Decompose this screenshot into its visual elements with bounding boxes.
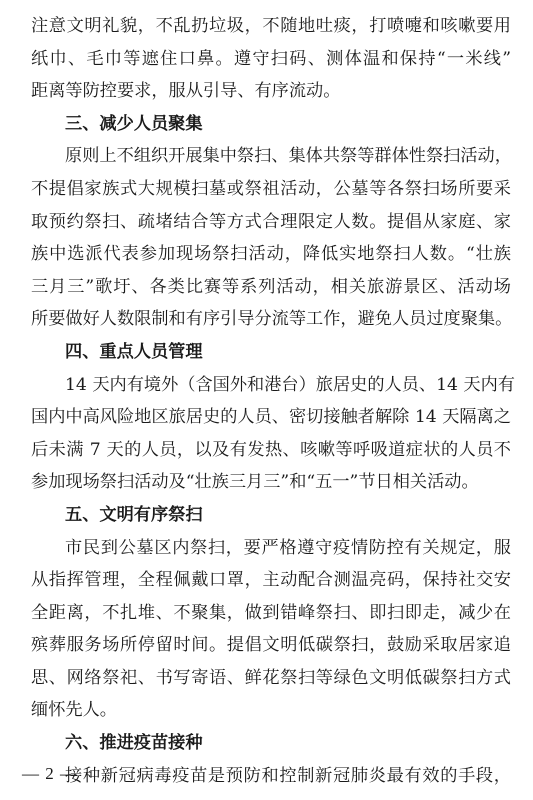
section-orderly-tomb-sweeping <box>31 499 511 727</box>
section-key-personnel <box>31 336 515 499</box>
text-line: 纸巾、毛巾等遮住口鼻。遵守扫码、测体温和保持“一米线” <box>31 48 511 69</box>
text-line: 注意文明礼貌，不乱扔垃圾，不随地吐痰，打喷嚏和咳嗽要用 <box>31 16 511 36</box>
section-reduce-gatherings <box>31 108 511 336</box>
text-line: 接种新冠病毒疫苗是预防和控制新冠肺炎最有效的手段， <box>65 765 511 786</box>
text-line: 原则上不组织开展集中祭扫、集体共祭等群体性祭扫活动， <box>65 146 512 167</box>
text-line: 不提倡家族式大规模扫墓或祭祖活动，公墓等各祭扫场所要采 <box>31 178 511 199</box>
text-line: 后未满 7 天的人员，以及有发热、咳嗽等呼吸道症状的人员不 <box>31 439 511 460</box>
text-line: 三月三”歌圩、各类比赛等系列活动，相关旅游景区、活动场 <box>31 276 511 297</box>
text-line: 国内中高风险地区旅居史的人员、密切接触者解除 14 天隔离之 <box>31 407 511 428</box>
text-line: 殡葬服务场所停留时间。提倡文明低碳祭扫，鼓励采取居家追 <box>31 635 511 656</box>
section-heading: 六、推进疫苗接种 <box>65 733 203 754</box>
section-vaccination <box>31 727 511 792</box>
page-number: — 2 — <box>22 764 78 783</box>
document-body <box>31 10 515 792</box>
text-line: 取预约祭扫、疏堵结合等方式合理限定人数。提倡从家庭、家 <box>31 211 511 232</box>
text-line: 14 天内有境外（含国外和港台）旅居史的人员、14 天内有 <box>65 374 515 395</box>
text-line: 思、网络祭祀、书写寄语、鲜花祭扫等绿色文明低碳祭扫方式 <box>31 667 511 688</box>
section-heading: 三、减少人员聚集 <box>65 113 203 134</box>
text-line: 全距离，不扎堆、不聚集，做到错峰祭扫、即扫即走，减少在 <box>31 602 511 623</box>
section-heading: 五、文明有序祭扫 <box>65 504 203 525</box>
text-line: 距离等防控要求，服从引导、有序流动。 <box>31 81 341 102</box>
text-line: 族中选派代表参加现场祭扫活动，降低实地祭扫人数。“壮族 <box>31 244 511 265</box>
text-line: 市民到公墓区内祭扫，要严格遵守疫情防控有关规定，服 <box>65 537 511 558</box>
text-line: 所要做好人数限制和有序引导分流等工作，避免人员过度聚集。 <box>31 309 513 330</box>
paragraph-opening <box>31 10 511 108</box>
text-line: 缅怀先人。 <box>31 700 117 721</box>
text-line: 参加现场祭扫活动及“壮族三月三”和“五一”节日相关活动。 <box>31 472 479 493</box>
section-heading: 四、重点人员管理 <box>65 341 203 362</box>
text-line: 从指挥管理，全程佩戴口罩，主动配合测温亮码，保持社交安 <box>31 570 511 591</box>
